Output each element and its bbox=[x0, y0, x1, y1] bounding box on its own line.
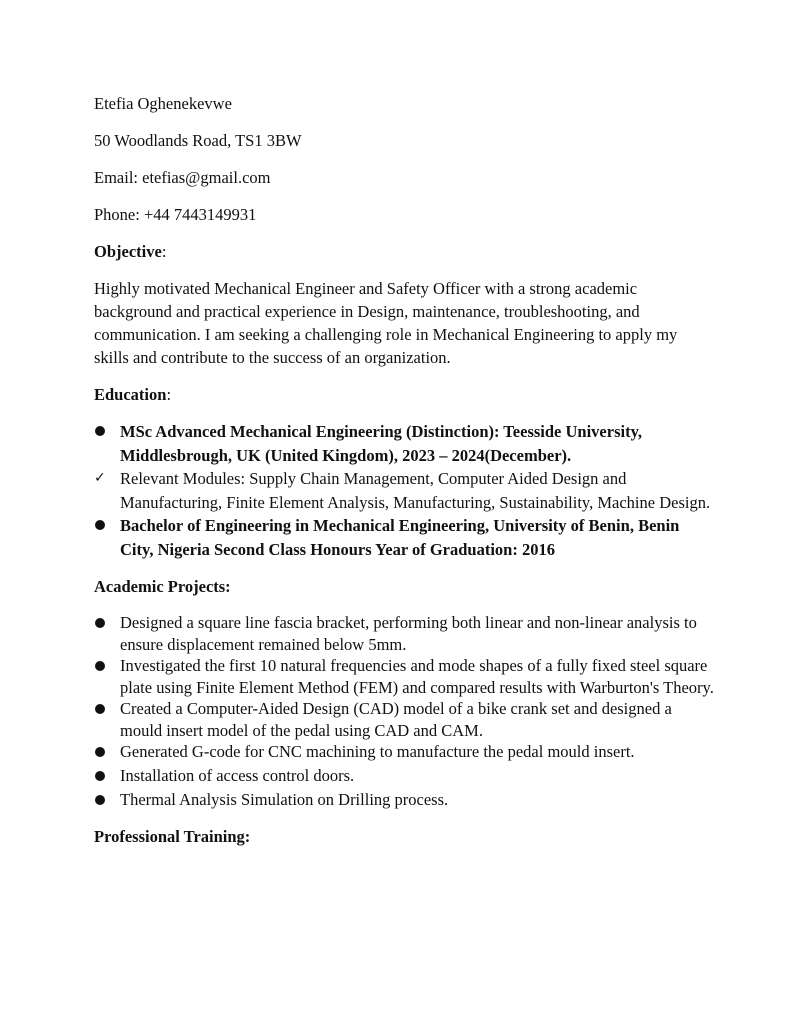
education-item-modules bbox=[94, 467, 714, 514]
education-item-beng bbox=[94, 514, 714, 561]
bullet-icon bbox=[95, 426, 105, 436]
list-item bbox=[94, 789, 714, 811]
projects-heading-text: Academic Projects: bbox=[94, 577, 231, 596]
list-item bbox=[94, 655, 714, 698]
objective-heading-colon: : bbox=[161, 242, 167, 261]
education-item-text: MSc Advanced Mechanical Engineering (Distinction): Teesside University, Middlesbrough, UK (United Kingdom), 2023 – 2024(December). bbox=[120, 422, 643, 465]
projects-list bbox=[94, 612, 714, 811]
objective-heading-text: Objective bbox=[94, 242, 162, 261]
list-item bbox=[94, 612, 714, 655]
objective-heading bbox=[94, 240, 714, 263]
phone: Phone: +44 7443149931 bbox=[94, 205, 257, 224]
project-text: Generated G-code for CNC machining to manufacture the pedal mould insert. bbox=[120, 742, 635, 761]
objective-text: Highly motivated Mechanical Engineer and Safety Officer with a strong academic background and practical experience in Design, maintenance, troubleshooting, and communication. I am seeking a challenging role in Mechanical Engineering to apply my skills and contribute to the success of an organization. bbox=[94, 279, 678, 367]
address: 50 Woodlands Road, TS1 3BW bbox=[94, 131, 302, 150]
education-heading-text: Education bbox=[94, 385, 167, 404]
bullet-icon bbox=[95, 520, 105, 530]
bullet-icon bbox=[95, 618, 105, 628]
project-text: Designed a square line fascia bracket, performing both linear and non-linear analysis to ensure displacement remained below 5mm. bbox=[120, 613, 697, 654]
education-list bbox=[94, 420, 714, 561]
projects-heading bbox=[94, 575, 714, 598]
training-heading bbox=[94, 825, 714, 848]
education-item-msc bbox=[94, 420, 714, 467]
bullet-icon bbox=[95, 747, 105, 757]
list-item bbox=[94, 765, 714, 787]
project-text: Investigated the first 10 natural frequencies and mode shapes of a fully fixed steel square plate using Finite Element Method (FEM) and compared results with Warburton's Theory. bbox=[120, 656, 714, 697]
project-text: Installation of access control doors. bbox=[120, 765, 355, 785]
bullet-icon bbox=[95, 704, 105, 714]
list-item bbox=[94, 741, 714, 763]
list-item bbox=[94, 698, 714, 741]
email: Email: etefias@gmail.com bbox=[94, 168, 271, 187]
candidate-name: Etefia Oghenekevwe bbox=[94, 94, 232, 113]
resume-page bbox=[94, 92, 714, 862]
education-heading bbox=[94, 383, 714, 406]
education-item-text: Relevant Modules: Supply Chain Management, Computer Aided Design and Manufacturing, Finite Element Analysis, Manufacturing, Sustainability, Machine Design. bbox=[120, 469, 711, 512]
education-heading-colon: : bbox=[166, 385, 172, 404]
bullet-icon bbox=[95, 795, 105, 805]
checkmark-icon: ✓ bbox=[94, 470, 106, 486]
education-item-text: Bachelor of Engineering in Mechanical Engineering, University of Benin, Benin City, Nigeria Second Class Honours Year of Graduation: 2016 bbox=[120, 516, 680, 559]
project-text: Created a Computer-Aided Design (CAD) model of a bike crank set and designed a mould insert model of the pedal using CAD and CAM. bbox=[120, 699, 672, 740]
bullet-icon bbox=[95, 661, 105, 671]
project-text: Thermal Analysis Simulation on Drilling process. bbox=[120, 790, 449, 809]
training-heading-text: Professional Training: bbox=[94, 826, 251, 846]
bullet-icon bbox=[95, 771, 105, 781]
